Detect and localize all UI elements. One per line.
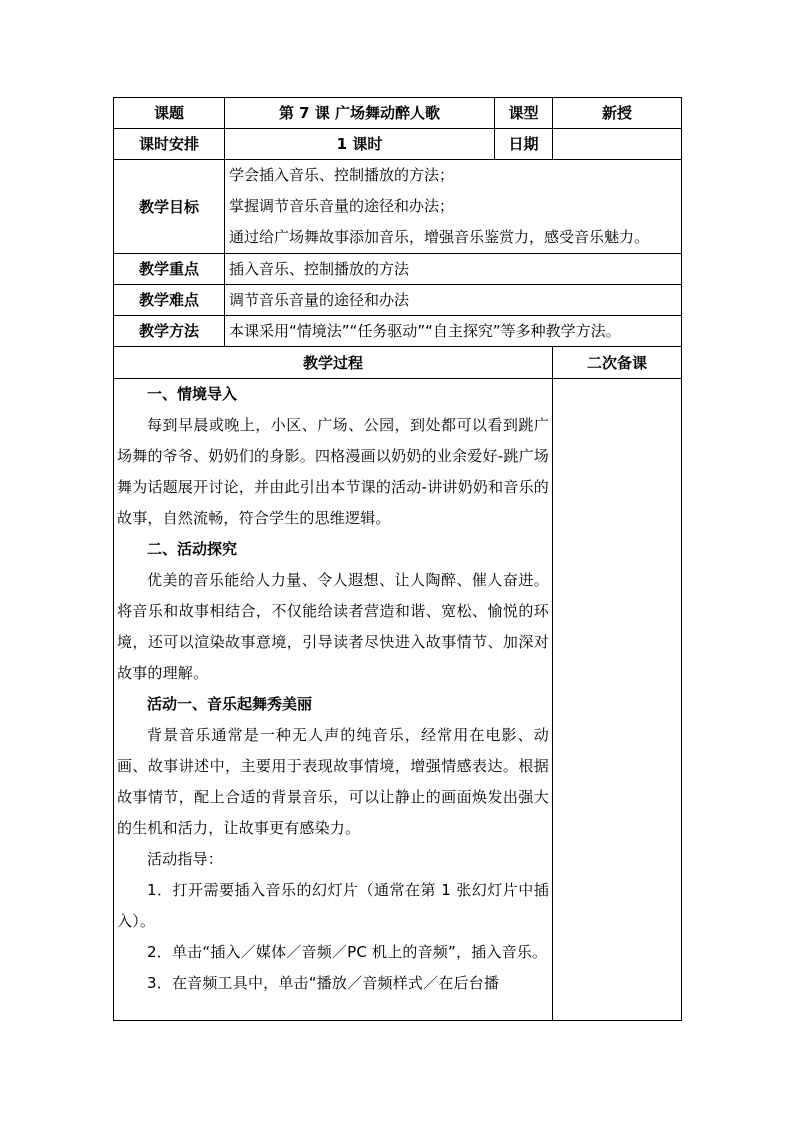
goals-content [225, 160, 682, 254]
lesson-plan-table [113, 97, 682, 1021]
hours-value: 1 课时 [225, 129, 495, 160]
method-label: 教学方法 [114, 316, 225, 347]
step-item: 1．打开需要插入音乐的幻灯片（通常在第 1 张幻灯片中插入）。 [117, 881, 549, 930]
process-body-row [114, 379, 682, 1021]
hours-label: 课时安排 [114, 129, 225, 160]
paragraph: 背景音乐通常是一种无人声的纯音乐，经常用在电影、动画、故事讲述中，主要用于表现故事情境，增强情感表达。根据故事情节，配上合适的背景音乐，可以让静止的画面焕发出强大的生机和活力，让故事更有感染力。 [117, 726, 549, 837]
paragraph: 优美的音乐能给人力量、令人遐想、让人陶醉、催人奋进。将音乐和故事相结合，不仅能给读者营造和谐、宽松、愉悦的环境，还可以渲染故事意境，引导读者尽快进入故事情节、加深对故事的理解。 [117, 571, 549, 682]
date-value [553, 129, 682, 160]
step-item: 3．在音频工具中，单击“播放／音频样式／在后台播 [147, 974, 500, 992]
type-value: 新授 [553, 98, 682, 129]
topic-row [114, 98, 682, 129]
lesson-plan-sheet [113, 97, 681, 1021]
key-point-row [114, 254, 682, 285]
goals-row [114, 160, 682, 254]
section-title: 二、活动探究 [147, 540, 238, 558]
topic-label: 课题 [114, 98, 225, 129]
second-prep-label: 二次备课 [553, 347, 682, 379]
section-title: 一、情境导入 [147, 385, 238, 403]
paragraph: 每到早晨或晚上，小区、广场、公园，到处都可以看到跳广场舞的爷爷、奶奶们的身影。四格漫画以奶奶的业余爱好-跳广场舞为话题展开讨论，并由此引出本节课的活动-讲讲奶奶和音乐的故事，自然流畅，符合学生的思维逻辑。 [117, 416, 549, 527]
goals-label: 教学目标 [114, 160, 225, 254]
goal-item: 掌握调节音乐音量的途径和办法； [229, 197, 455, 215]
type-label: 课型 [495, 98, 553, 129]
topic-value: 第 7 课 广场舞动醉人歌 [225, 98, 495, 129]
key-point-label: 教学重点 [114, 254, 225, 285]
second-prep-content [553, 379, 682, 1021]
method-row [114, 316, 682, 347]
key-point-value: 插入音乐、控制播放的方法 [225, 254, 682, 285]
activity-title: 活动一、音乐起舞秀美丽 [147, 695, 313, 713]
process-header-row [114, 347, 682, 379]
step-item: 2．单击“插入／媒体／音频／PC 机上的音频”，插入音乐。 [147, 943, 548, 961]
hours-row [114, 129, 682, 160]
guide-label: 活动指导： [147, 850, 224, 868]
difficulty-label: 教学难点 [114, 285, 225, 316]
process-content [114, 379, 553, 1021]
goal-item: 通过给广场舞故事添加音乐，增强音乐鉴赏力，感受音乐魅力。 [229, 228, 650, 246]
difficulty-value: 调节音乐音量的途径和办法 [225, 285, 682, 316]
goal-item: 学会插入音乐、控制播放的方法； [229, 166, 455, 184]
date-label: 日期 [495, 129, 553, 160]
difficulty-row [114, 285, 682, 316]
process-label: 教学过程 [114, 347, 553, 379]
method-value: 本课采用“情境法”“任务驱动”“自主探究”等多种教学方法。 [225, 316, 682, 347]
